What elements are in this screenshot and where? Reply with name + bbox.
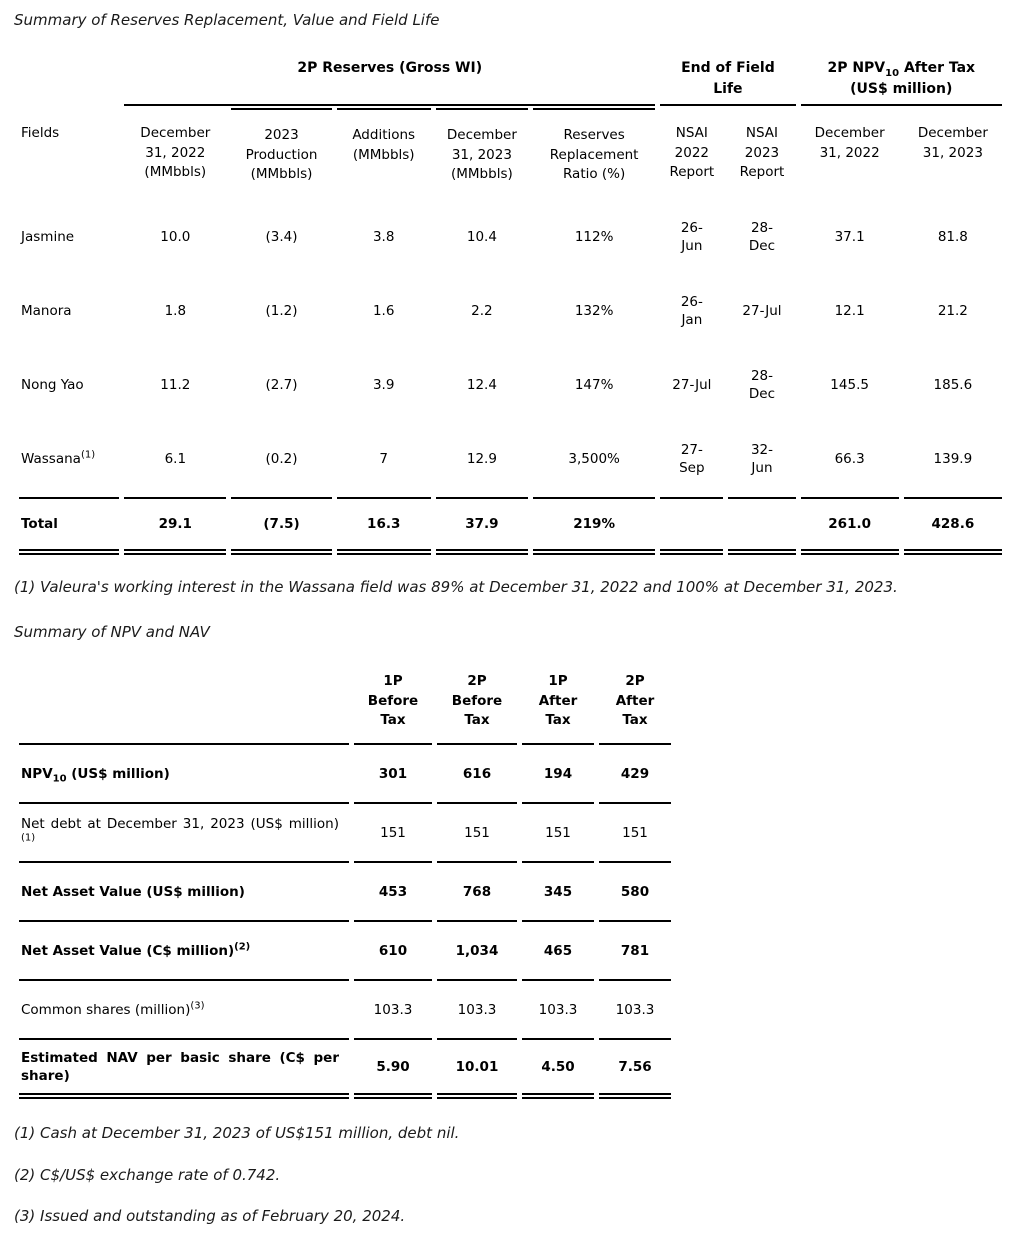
field-name-cell: Nong Yao	[21, 376, 84, 393]
column-header: Fields	[21, 125, 60, 142]
value-cell: 27-Jul	[742, 302, 782, 319]
value-cell: 465	[522, 924, 594, 981]
value-cell: 151	[354, 806, 432, 863]
value-cell: 26- Jan	[680, 293, 703, 328]
group-header: End of Field Life	[660, 58, 795, 106]
value-cell: 28- Dec	[748, 219, 776, 254]
row-label-cell: Net Asset Value (US$ million)	[19, 865, 349, 922]
value-cell: 4.50	[522, 1042, 594, 1099]
value-cell: 453	[354, 865, 432, 922]
footnote: (3) Issued and outstanding as of February 20, 2024.	[14, 1207, 406, 1226]
value-cell: 11.2	[160, 376, 191, 393]
value-cell: 3,500%	[568, 450, 620, 467]
row-label-cell: Net Asset Value (C$ million)$^{(2)}$	[19, 924, 349, 981]
value-cell: 147%	[574, 376, 614, 393]
value-cell: 185.6	[933, 376, 973, 393]
group-header: 2P $NPV_{10}$ After Tax (US$ million)	[801, 58, 1002, 106]
table-row	[19, 423, 1002, 495]
value-cell: 7	[379, 450, 388, 467]
value-cell: 151	[437, 806, 517, 863]
value-cell: 37.1	[834, 228, 865, 245]
value-cell: 81.8	[937, 228, 968, 245]
total-label-cell: Total	[19, 497, 119, 555]
value-cell: 12.9	[466, 450, 497, 467]
table-row	[19, 983, 671, 1040]
value-cell: 3.8	[372, 228, 395, 245]
total-value-cell: 16.3	[337, 497, 431, 555]
value-cell: 1,034	[437, 924, 517, 981]
reserves-head	[19, 58, 1002, 199]
column-header: Additions (MMbbls)	[337, 108, 431, 199]
value-cell: 610	[354, 924, 432, 981]
document-title: Summary of Reserves Replacement, Value and Field Life	[14, 11, 440, 29]
value-cell: 12.4	[466, 376, 497, 393]
total-value-cell	[660, 497, 723, 555]
column-header: 2P After Tax	[599, 672, 671, 745]
column-header: 1P After Tax	[522, 672, 594, 745]
column-header: 2P Before Tax	[437, 672, 517, 745]
total-value-cell: 428.6	[904, 497, 1002, 555]
footnote: (2) C$/US$ exchange rate of 0.742.	[14, 1165, 281, 1184]
value-cell: (2.7)	[265, 376, 298, 393]
value-cell: 27-Jul	[672, 376, 712, 393]
value-cell: 301	[354, 747, 432, 804]
group-header: 2P Reserves (Gross WI)	[124, 58, 655, 106]
column-header: December 31, 2023	[917, 125, 988, 161]
total-row	[19, 497, 1002, 555]
column-header: 1P Before Tax	[354, 672, 432, 745]
value-cell: 27- Sep	[679, 441, 705, 476]
total-value-cell: 261.0	[801, 497, 899, 555]
table-row	[19, 201, 1002, 273]
group-header	[19, 58, 119, 106]
table-row	[19, 349, 1002, 421]
value-cell: 26- Jun	[680, 219, 703, 254]
column-header: NSAI 2023 Report	[739, 125, 785, 181]
field-name-cell: Jasmine	[21, 228, 75, 245]
value-cell: 5.90	[354, 1042, 432, 1099]
column-header: NSAI 2022 Report	[669, 125, 715, 181]
total-value-cell	[728, 497, 795, 555]
value-cell: (1.2)	[265, 302, 298, 319]
value-cell: 194	[522, 747, 594, 804]
footnote: (1) Cash at December 31, 2023 of US$151 million, debt nil.	[14, 1123, 460, 1142]
section-title-npv-nav: Summary of NPV and NAV	[14, 623, 210, 642]
total-value-cell: 29.1	[124, 497, 226, 555]
value-cell: 151	[522, 806, 594, 863]
table-row	[19, 865, 671, 922]
row-label-cell: Common shares (million)$^{(3)}$	[19, 983, 349, 1040]
value-cell: 7.56	[599, 1042, 671, 1099]
table-row	[19, 1042, 671, 1099]
value-cell: 132%	[574, 302, 614, 319]
value-cell: 145.5	[830, 376, 869, 393]
column-header-row	[19, 672, 671, 745]
total-value-cell: (7.5)	[231, 497, 331, 555]
nav-head	[19, 672, 671, 745]
value-cell: 616	[437, 747, 517, 804]
value-cell: 32- Jun	[750, 441, 773, 476]
value-cell: 781	[599, 924, 671, 981]
group-header-row	[19, 58, 1002, 106]
column-header: 2023 Production (MMbbls)	[231, 108, 331, 199]
column-header: Reserves Replacement Ratio (%)	[533, 108, 655, 199]
value-cell: 66.3	[834, 450, 865, 467]
column-header: December 31, 2023 (MMbbls)	[436, 108, 528, 199]
value-cell: 429	[599, 747, 671, 804]
table-row	[19, 275, 1002, 347]
value-cell: 151	[599, 806, 671, 863]
value-cell: 12.1	[834, 302, 865, 319]
value-cell: 103.3	[522, 983, 594, 1040]
value-cell: 580	[599, 865, 671, 922]
row-label-cell: Net debt at December 31, 2023 (US$ million)$^{(1)}$	[19, 806, 349, 863]
total-value-cell: 219%	[533, 497, 655, 555]
table-row	[19, 924, 671, 981]
value-cell: 1.8	[164, 302, 187, 319]
reserves-table	[14, 56, 1007, 557]
total-value-cell: 37.9	[436, 497, 528, 555]
field-name-cell: Manora	[21, 302, 72, 319]
value-cell: (0.2)	[265, 450, 298, 467]
table-row	[19, 747, 671, 804]
column-header: December 31, 2022 (MMbbls)	[140, 125, 211, 181]
value-cell: 2.2	[471, 302, 493, 319]
nav-table	[14, 670, 676, 1101]
value-cell: 10.0	[160, 228, 191, 245]
value-cell: 103.3	[354, 983, 432, 1040]
column-header	[19, 672, 349, 745]
footnotes-section	[14, 1123, 1007, 1228]
value-cell: 3.9	[372, 376, 395, 393]
value-cell: 28- Dec	[748, 367, 776, 402]
value-cell: 768	[437, 865, 517, 922]
reserves-body	[19, 201, 1002, 555]
value-cell: 345	[522, 865, 594, 922]
value-cell: 10.01	[437, 1042, 517, 1099]
value-cell: 103.3	[437, 983, 517, 1040]
value-cell: 103.3	[599, 983, 671, 1040]
value-cell: 139.9	[933, 450, 973, 467]
nav-body	[19, 747, 671, 1099]
column-header: December 31, 2022	[814, 125, 885, 161]
value-cell: 6.1	[164, 450, 187, 467]
table-row	[19, 806, 671, 863]
value-cell: 1.6	[372, 302, 395, 319]
row-label-cell: Estimated NAV per basic share (C$ per share)	[19, 1042, 349, 1099]
row-label-cell: $NPV_{10}$ (US$ million)	[19, 747, 349, 804]
column-header-row	[19, 108, 1002, 199]
value-cell: 112%	[574, 228, 614, 245]
field-name-cell: Wassana$^{(1)}$	[21, 449, 96, 467]
reserves-footnote: (1) Valeura's working interest in the Wassana field was 89% at December 31, 2022 and 100% at December 31, 2023.	[14, 577, 898, 596]
value-cell: (3.4)	[265, 228, 298, 245]
value-cell: 21.2	[937, 302, 968, 319]
value-cell: 10.4	[466, 228, 497, 245]
